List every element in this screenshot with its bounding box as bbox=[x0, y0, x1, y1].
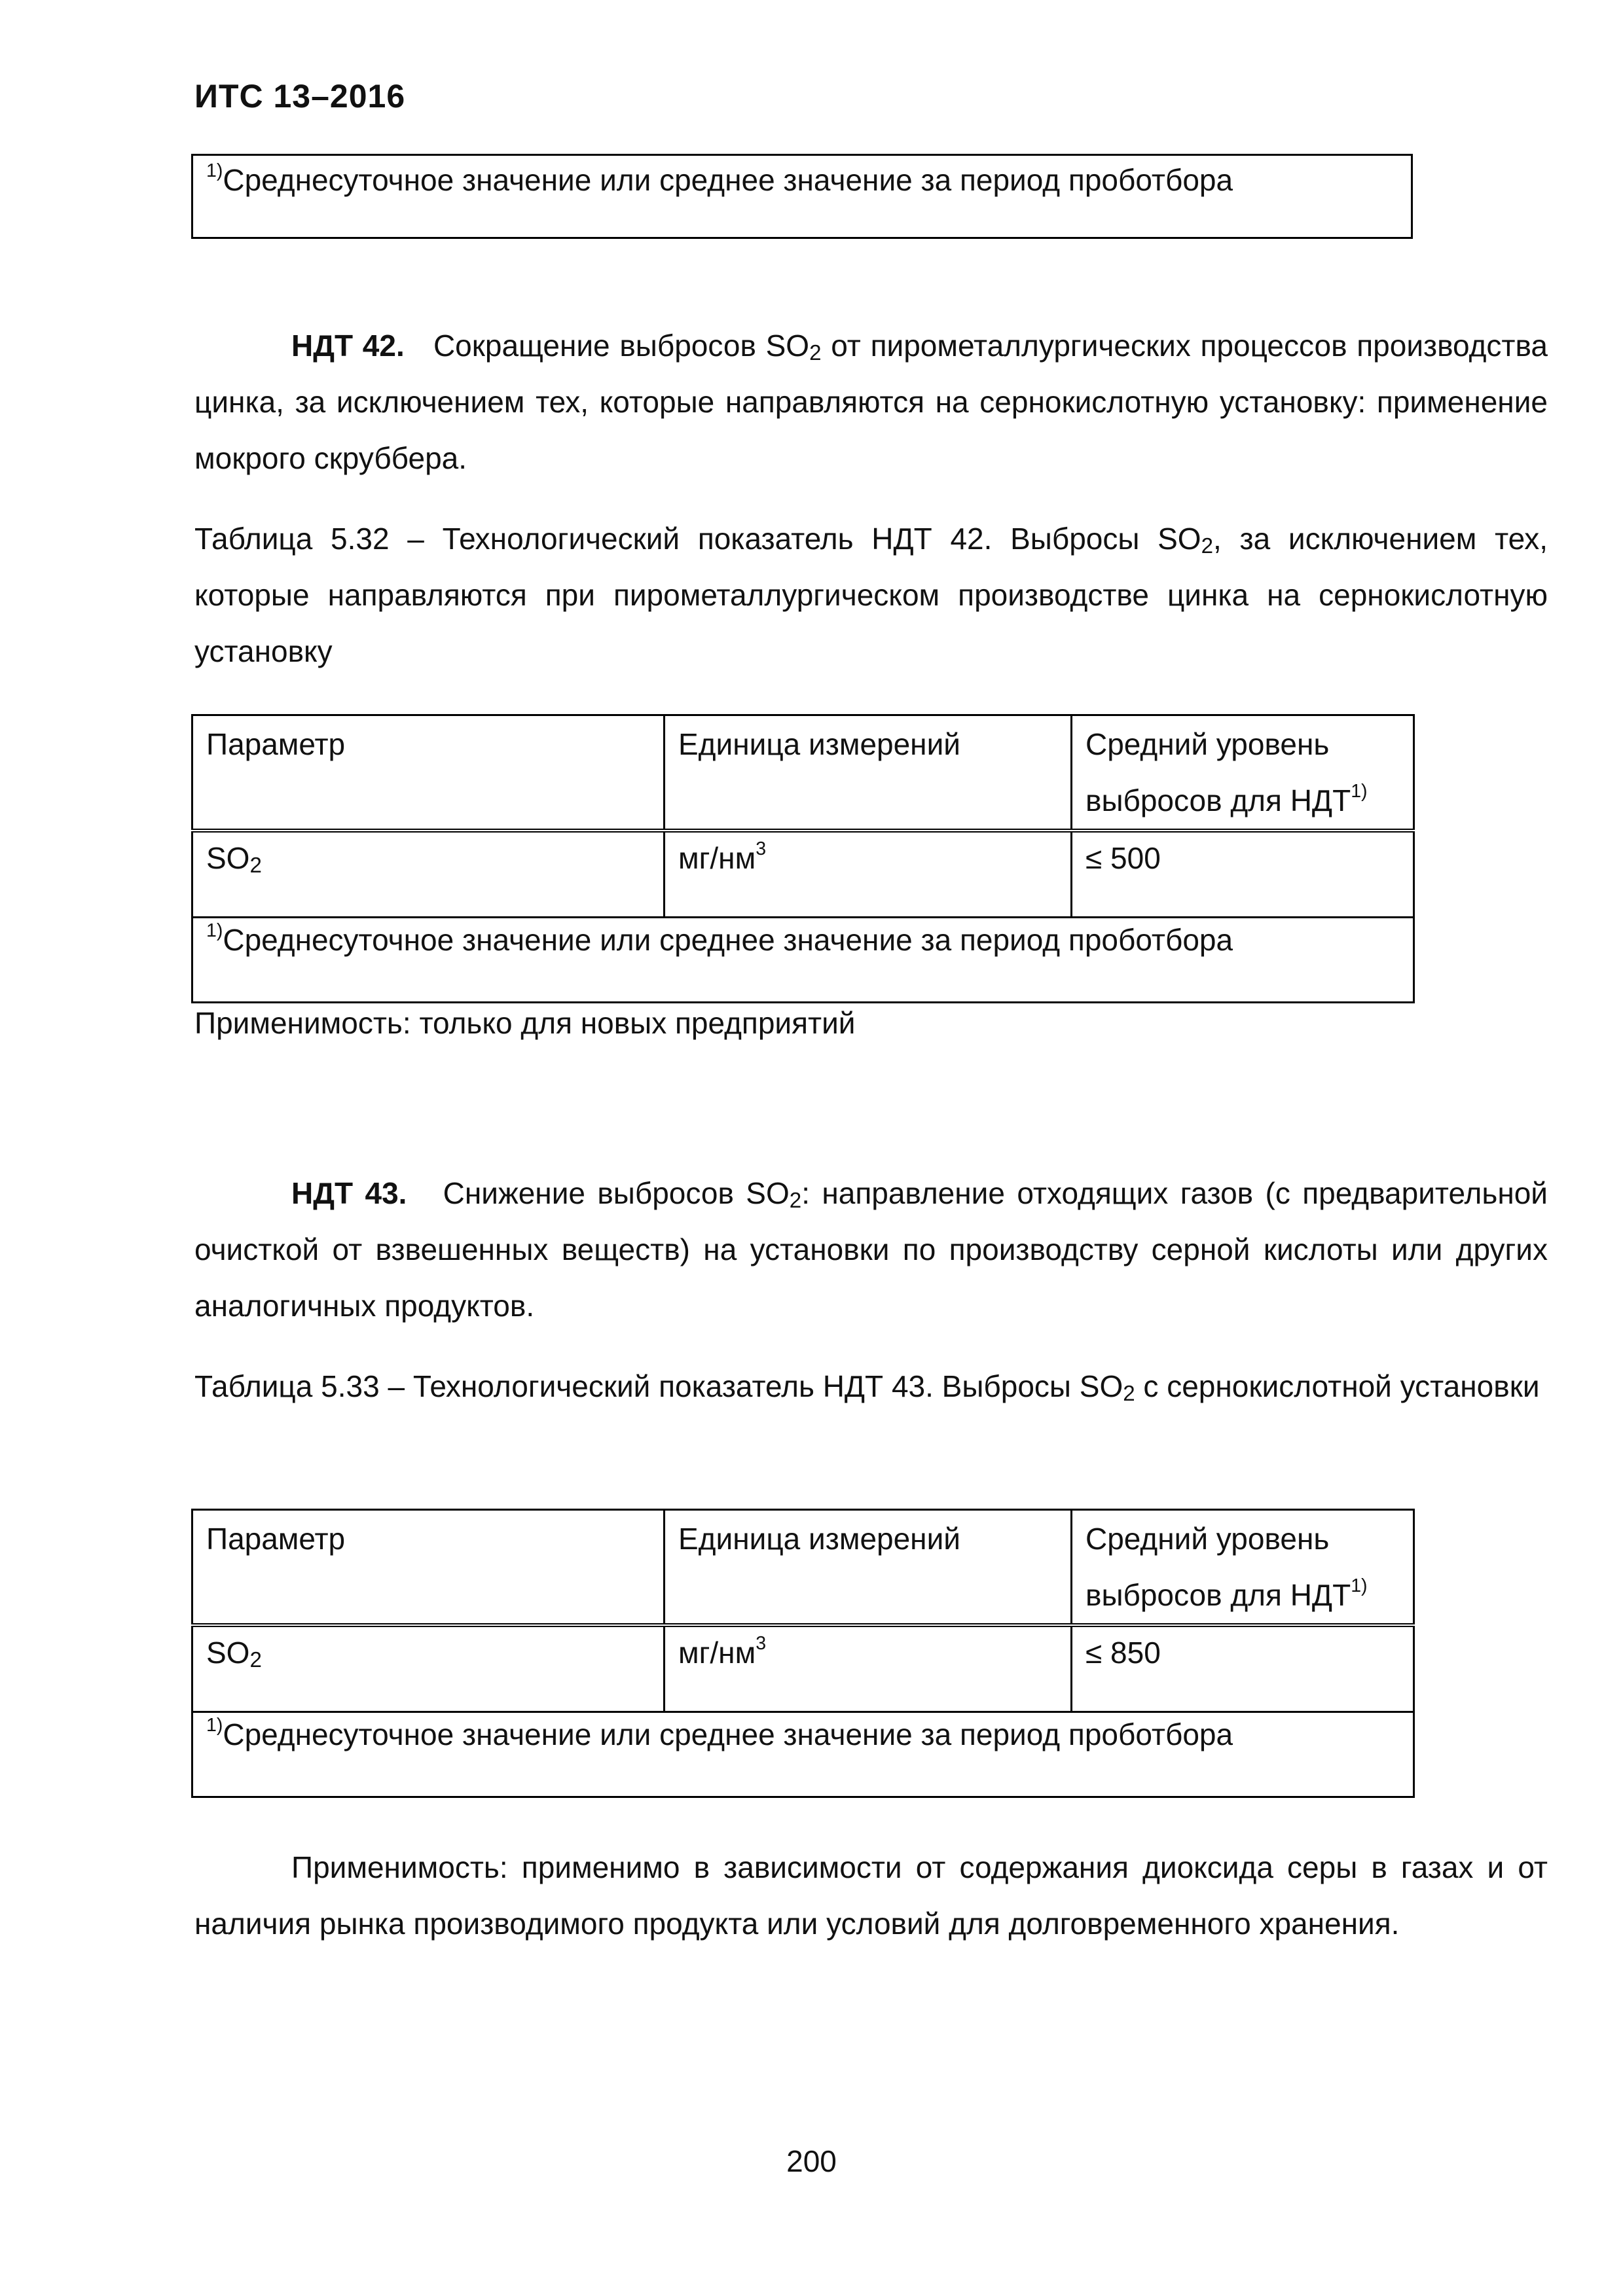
header-average-level: Средний уровень выбросов для НДТ$^{1)}$ bbox=[1072, 1510, 1414, 1626]
cell-parameter: $SO_2$ bbox=[192, 1625, 665, 1712]
ndt43-label: НДТ 43. bbox=[291, 1176, 407, 1210]
cell-parameter: $SO_2$ bbox=[192, 831, 665, 917]
document-header: ИТС 13–2016 bbox=[194, 78, 406, 115]
top-footnote: $^{1)}$Среднесуточное значение или среднее значение за период проботбора bbox=[206, 160, 1233, 197]
table-5-32 bbox=[191, 714, 1415, 1003]
header-parameter: Параметр bbox=[192, 1510, 665, 1626]
page-number: 200 bbox=[786, 2144, 837, 2178]
ndt43-text: Снижение выбросов $SO_2$: направление отходящих газов (с предварительной очисткой от взвешенных веществ) на установки по производству серной кислоты или других аналогичных продуктов. bbox=[194, 1176, 1548, 1323]
top-footnote-box bbox=[191, 154, 1413, 239]
ndt42-label: НДТ 42. bbox=[291, 329, 405, 363]
ndt42-paragraph bbox=[194, 317, 1548, 486]
header-unit: Единица измерений bbox=[665, 1510, 1072, 1626]
table-footnote-row bbox=[192, 917, 1414, 1002]
header-unit: Единица измерений bbox=[665, 715, 1072, 831]
table-header-row bbox=[192, 715, 1414, 831]
header-parameter: Параметр bbox=[192, 715, 665, 831]
table-footnote: $^{1)}$Среднесуточное значение или среднее значение за период проботбора bbox=[192, 1712, 1414, 1797]
ndt43-paragraph bbox=[194, 1165, 1548, 1334]
table-footnote: $^{1)}$Среднесуточное значение или среднее значение за период проботбора bbox=[192, 917, 1414, 1002]
table32-caption: Таблица 5.32 – Технологический показатель НДТ 42. Выбросы $SO_2$, за исключением тех, которые направляются при пирометаллургическом производстве цинка на сернокислотную установку bbox=[194, 522, 1548, 668]
cell-unit: $мг/нм^3$ bbox=[665, 831, 1072, 917]
table-row bbox=[192, 1625, 1414, 1712]
applicability-43: Применимость: применимо в зависимости от содержания диоксида серы в газах и от наличия рынка производимого продукта или условий для долговременного хранения. bbox=[194, 1850, 1548, 1941]
table33-caption: Таблица 5.33 – Технологический показатель НДТ 43. Выбросы $SO_2$ с сернокислотной установки bbox=[194, 1369, 1540, 1406]
cell-value: ≤ 850 bbox=[1072, 1625, 1414, 1712]
cell-value: ≤ 500 bbox=[1072, 831, 1414, 917]
table-header-row bbox=[192, 1510, 1414, 1626]
table-5-33 bbox=[191, 1509, 1415, 1798]
table-row bbox=[192, 831, 1414, 917]
applicability-42: Применимость: только для новых предприятий bbox=[194, 1006, 856, 1040]
table-footnote-row bbox=[192, 1712, 1414, 1797]
cell-unit: $мг/нм^3$ bbox=[665, 1625, 1072, 1712]
header-average-level: Средний уровень выбросов для НДТ$^{1)}$ bbox=[1072, 715, 1414, 831]
ndt42-text: Сокращение выбросов $SO_2$ от пирометаллургических процессов производства цинка, за исключением тех, которые направляются на сернокислотную установку: применение мокрого скруббера. bbox=[194, 329, 1548, 475]
